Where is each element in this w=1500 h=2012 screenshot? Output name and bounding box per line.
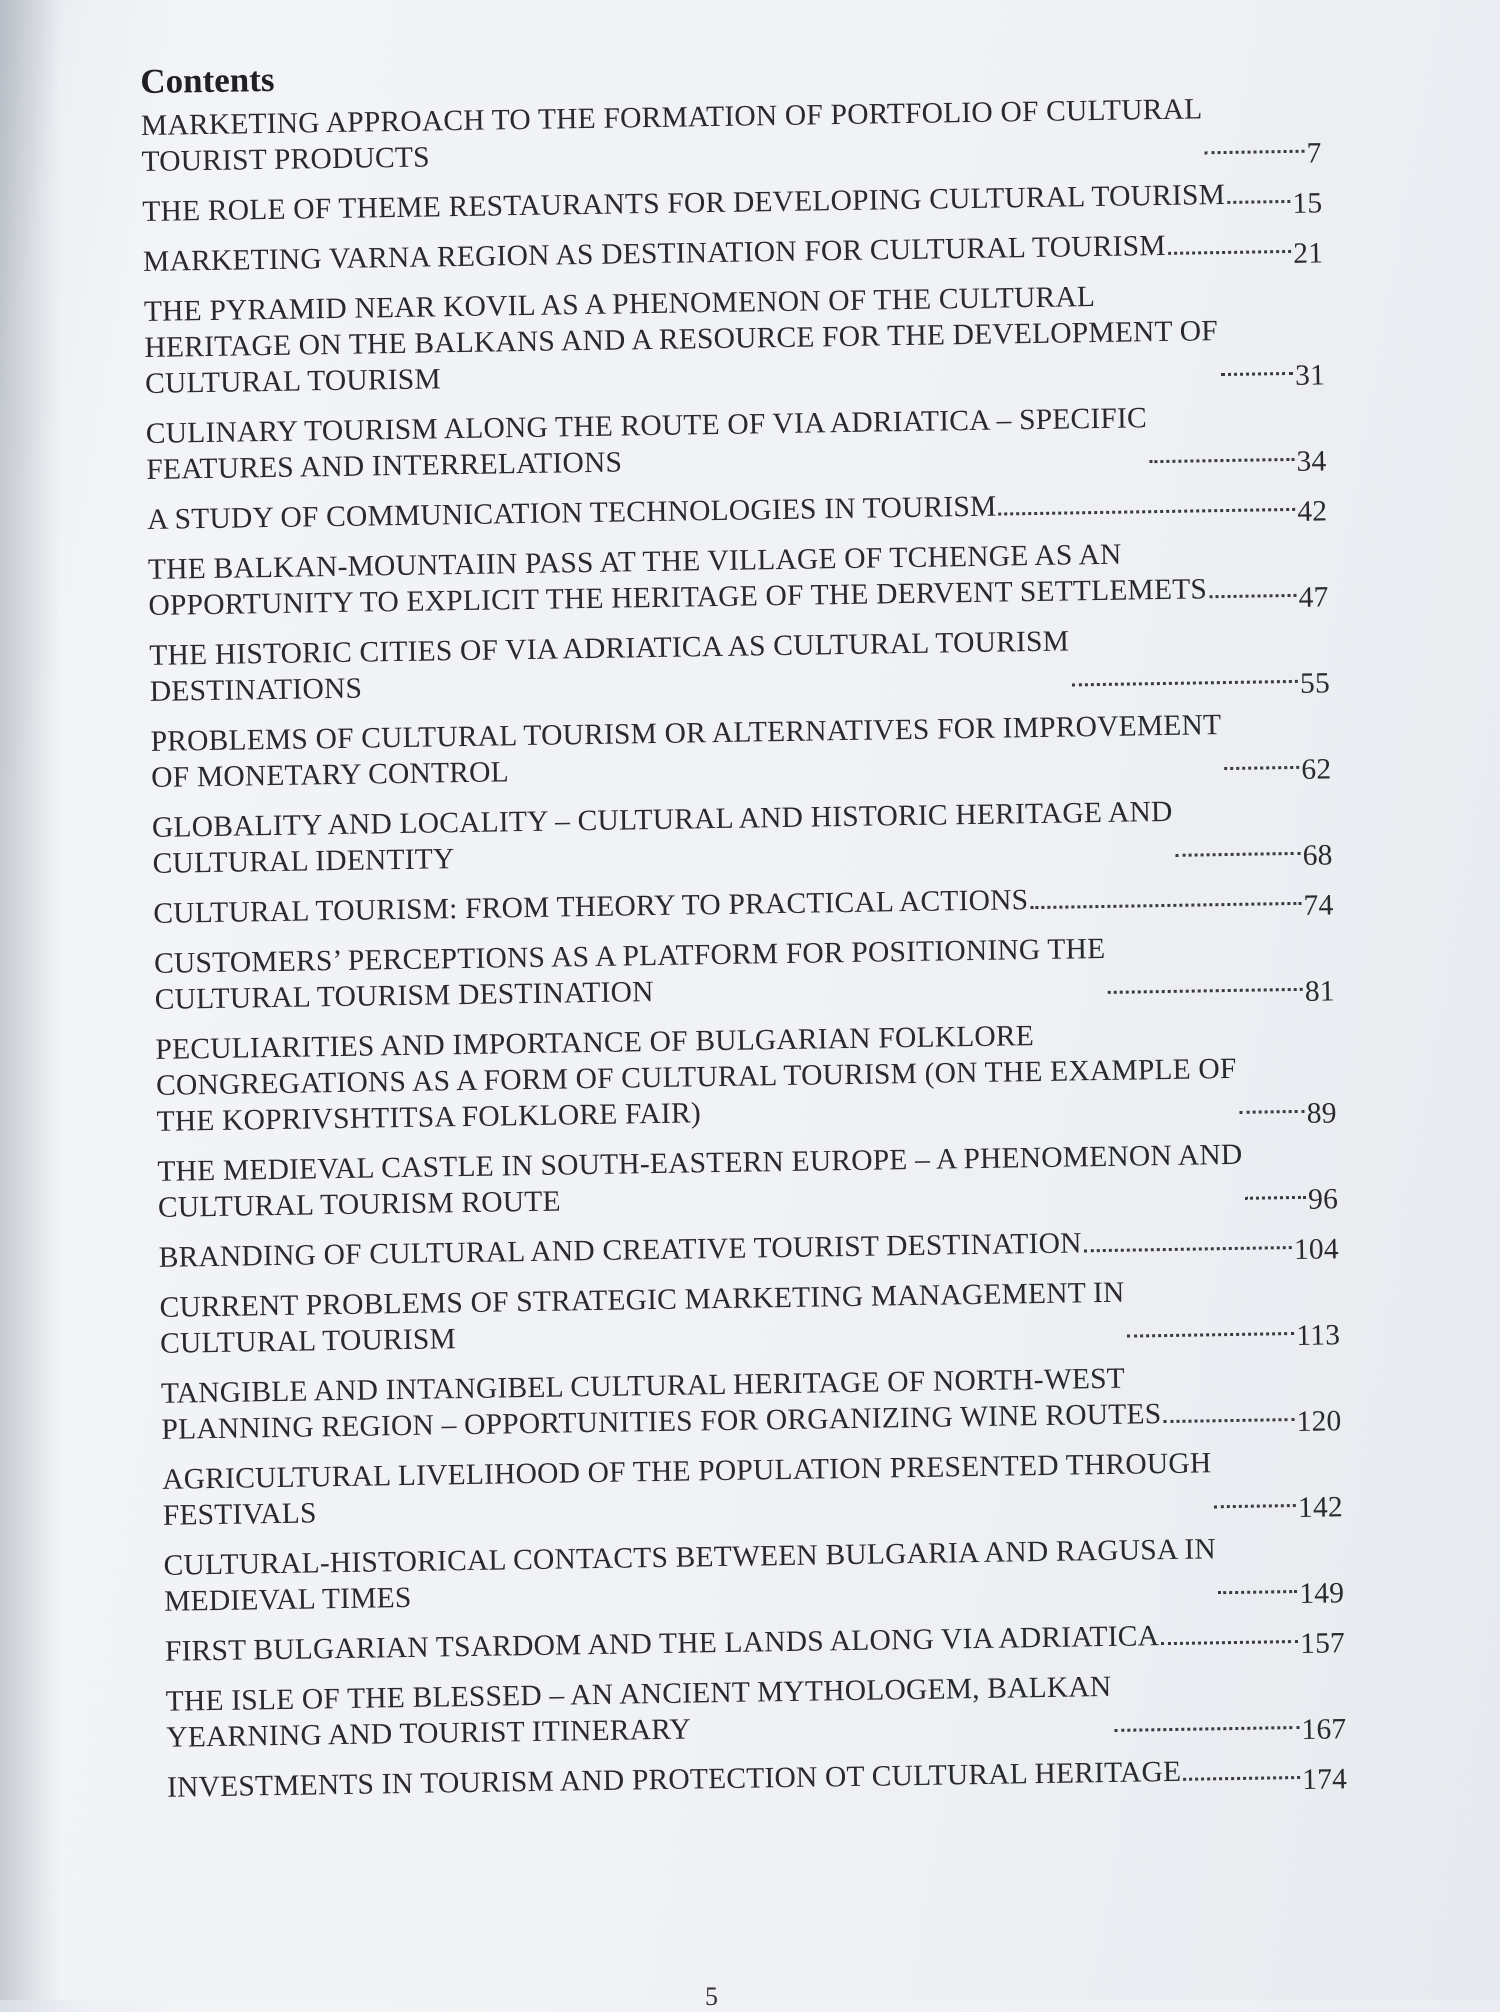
toc-entry-title: THE BALKAN-MOUNTAIIN PASS AT THE VILLAGE OF TCHENGE AS AN OPPORTUNITY TO EXPLICIT THE HERITAGE OF THE DERVENT SETTLEMETS — [147, 538, 1208, 622]
toc-entry[interactable] — [149, 619, 1330, 710]
toc-dot-leader — [998, 484, 1295, 525]
toc-dot-leader — [1220, 348, 1293, 385]
toc-entry-page-number: 31 — [1294, 359, 1326, 392]
toc-entry-title: BRANDING OF CULTURAL AND CREATIVE TOURIST DESTINATION — [158, 1227, 1082, 1274]
toc-entry-page-number: 74 — [1303, 889, 1334, 922]
toc-dot-leader — [1223, 742, 1299, 779]
toc-entry[interactable] — [142, 175, 1322, 230]
toc-entry-page-number: 174 — [1302, 1763, 1348, 1796]
toc-entry-title: THE HISTORIC CITIES OF VIA ADRIATICA AS CULTURAL TOURISM DESTINATIONS — [149, 625, 1070, 708]
toc-entry-page-number: 104 — [1293, 1233, 1340, 1267]
toc-dot-leader — [1175, 828, 1301, 866]
toc-entry-page-number: 34 — [1296, 445, 1327, 478]
toc-dot-leader — [1205, 126, 1305, 164]
toc-entry-title: THE ISLE OF THE BLESSED – AN ANCIENT MYTHOLOGEM, BALKAN YEARNING AND TOURIST ITINERARY — [165, 1670, 1112, 1754]
toc-entry[interactable] — [150, 705, 1331, 796]
toc-entry-title: CULTURAL-HISTORICAL CONTACTS BETWEEN BULGARIA AND RAGUSA IN MEDIEVAL TIMES — [163, 1533, 1217, 1618]
toc-entry-title: CUSTOMERS’ PERCEPTIONS AS A PLATFORM FOR POSITIONING THE CULTURAL TOURISM DESTINATION — [153, 932, 1106, 1016]
footer-page-number: 5 — [705, 1982, 718, 2011]
toc-dot-leader — [1127, 1308, 1295, 1347]
toc-entry-page-number: 15 — [1292, 187, 1323, 220]
toc-entry[interactable] — [154, 927, 1335, 1018]
toc-dot-leader — [1114, 1702, 1300, 1741]
toc-entry-title: THE ROLE OF THEME RESTAURANTS FOR DEVELOPING CULTURAL TOURISM — [142, 178, 1226, 228]
toc-entry-title: CULINARY TOURISM ALONG THE ROUTE OF VIA ADRIATICA – SPECIFIC FEATURES AND INTERRELATIONS — [145, 402, 1148, 486]
toc-entry-title: PROBLEMS OF CULTURAL TOURISM OR ALTERNATIVES FOR IMPROVEMENT OF MONETARY CONTROL — [150, 709, 1222, 794]
toc-entry[interactable] — [143, 225, 1323, 280]
toc-entry-title: CULTURAL TOURISM: FROM THEORY TO PRACTICAL ACTIONS — [153, 884, 1029, 930]
toc-entry[interactable] — [159, 1221, 1339, 1276]
toc-entry[interactable] — [162, 1443, 1343, 1534]
toc-dot-leader — [1214, 1480, 1296, 1517]
toc-dot-leader — [1161, 1616, 1298, 1654]
contents-heading: Contents — [140, 59, 275, 101]
toc-entry[interactable] — [152, 791, 1333, 882]
toc-dot-leader — [1183, 1752, 1301, 1790]
toc-entry-title: MARKETING VARNA REGION AS DESTINATION FOR CULTURAL TOURISM — [142, 229, 1166, 278]
toc-entry-page-number: 89 — [1306, 1097, 1337, 1130]
toc-entry-page-number: 149 — [1299, 1577, 1345, 1610]
toc-dot-leader — [1163, 1394, 1295, 1432]
toc-entry[interactable] — [163, 1529, 1344, 1620]
toc-entry-page-number: 7 — [1306, 137, 1322, 170]
toc-entry-page-number: 157 — [1299, 1627, 1346, 1660]
toc-entry-page-number: 47 — [1298, 581, 1329, 614]
toc-entry[interactable] — [153, 877, 1333, 932]
toc-entry-title: AGRICULTURAL LIVELIHOOD OF THE POPULATION PRESENTED THROUGH FESTIVALS — [162, 1447, 1212, 1532]
toc-entry-title: CURRENT PROBLEMS OF STRATEGIC MARKETING MANAGEMENT IN CULTURAL TOURISM — [159, 1276, 1125, 1360]
toc-entry-page-number: 42 — [1297, 495, 1328, 528]
toc-entry-page-number: 55 — [1299, 667, 1331, 700]
toc-entry[interactable] — [157, 1135, 1338, 1226]
toc-dot-leader — [1227, 176, 1291, 213]
toc-entry-title: PECULIARITIES AND IMPORTANCE OF BULGARIAN FOLKLORE CONGREGATIONS AS A FORM OF CULTURAL TOURISM (ON THE EXAMPLE OF THE KOPRIVSHTITSA FOLKLORE FAIR) — [155, 1020, 1237, 1138]
toc-entry-page-number: 68 — [1302, 839, 1333, 872]
toc-entry[interactable] — [141, 89, 1322, 180]
contents-page — [140, 43, 1347, 1819]
toc-entry[interactable] — [155, 1013, 1337, 1140]
toc-entry-title: A STUDY OF COMMUNICATION TECHNOLOGIES IN TOURISM — [146, 490, 997, 536]
toc-dot-leader — [1239, 1086, 1305, 1123]
toc-entry[interactable] — [165, 1615, 1345, 1670]
toc-entry-title: TANGIBLE AND INTANGIBEL CULTURAL HERITAGE OF NORTH-WEST PLANNING REGION – OPPORTUNITIES FOR ORGANIZING WINE ROUTES — [160, 1362, 1162, 1446]
toc-entry-page-number: 96 — [1307, 1183, 1339, 1216]
toc-entry[interactable] — [144, 275, 1326, 402]
toc-entry-title: GLOBALITY AND LOCALITY – CULTURAL AND HISTORIC HERITAGE AND CULTURAL IDENTITY — [151, 795, 1173, 880]
toc-entry-page-number: 167 — [1301, 1713, 1347, 1746]
toc-dot-leader — [1218, 1566, 1297, 1603]
toc-entry-title: FIRST BULGARIAN TSARDOM AND THE LANDS ALONG VIA ADRIATICA — [164, 1620, 1160, 1668]
toc-entry-title: THE PYRAMID NEAR KOVIL AS A PHENOMENON OF THE CULTURAL HERITAGE ON THE BALKANS AND A RESOURCE FOR THE DEVELOPMENT OF CULTURAL TOURISM — [143, 281, 1219, 400]
toc-entry[interactable] — [148, 533, 1329, 624]
toc-entry-page-number: 62 — [1301, 753, 1332, 786]
toc-entry-page-number: 81 — [1304, 975, 1335, 1008]
toc-entry[interactable] — [147, 483, 1327, 538]
toc-entry-page-number: 142 — [1297, 1491, 1344, 1524]
toc-entry-page-number: 21 — [1292, 237, 1324, 270]
toc-dot-leader — [1108, 964, 1303, 1003]
toc-entry-title: THE MEDIEVAL CASTLE IN SOUTH-EASTERN EUROPE – A PHENOMENON AND CULTURAL TOURISM ROUTE — [157, 1138, 1243, 1224]
toc-entry[interactable] — [159, 1271, 1340, 1362]
toc-entry-title: INVESTMENTS IN TOURISM AND PROTECTION OT CULTURAL HERITAGE — [166, 1755, 1182, 1804]
toc-entry[interactable] — [165, 1665, 1346, 1756]
toc-list — [141, 89, 1348, 1805]
toc-dot-leader — [1209, 570, 1297, 607]
toc-dot-leader — [1167, 226, 1291, 264]
toc-dot-leader — [1071, 656, 1298, 696]
book-spine-shadow — [0, 0, 60, 2000]
toc-dot-leader — [1245, 1172, 1307, 1209]
toc-entry[interactable] — [161, 1357, 1342, 1448]
toc-dot-leader — [1149, 434, 1294, 472]
toc-entry[interactable] — [146, 397, 1327, 488]
toc-entry-page-number: 113 — [1296, 1319, 1341, 1352]
toc-entry-title: MARKETING APPROACH TO THE FORMATION OF PORTFOLIO OF CULTURAL TOURIST PRODUCTS — [140, 93, 1203, 178]
toc-entry-page-number: 120 — [1296, 1405, 1342, 1438]
toc-entry[interactable] — [167, 1751, 1347, 1806]
toc-dot-leader — [1030, 878, 1302, 918]
toc-dot-leader — [1083, 1222, 1292, 1261]
